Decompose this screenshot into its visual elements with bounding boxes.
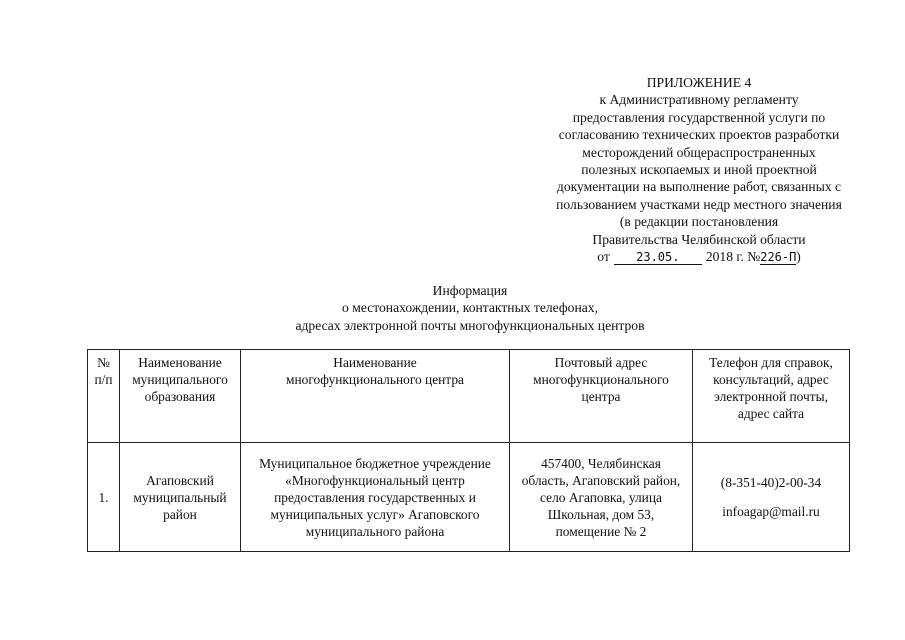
header-number: № п/п <box>88 350 120 443</box>
header-contacts: Телефон для справок, консультаций, адрес электронной почты, адрес сайта <box>693 350 850 443</box>
title-line: Информация <box>432 283 508 298</box>
appendix-line: предоставления государственной услуги по <box>572 109 826 125</box>
resolution-date-line <box>506 248 892 265</box>
appendix-line: согласованию технических проектов разработки <box>558 127 840 143</box>
table-row <box>88 443 850 552</box>
cell-center-name: Муниципальное бюджетное учреждение «Многофункциональный центр предоставления государственных и муниципальных услуг» Агаповского муниципального района <box>241 443 510 552</box>
mfc-table <box>87 349 850 552</box>
contact-email: infoagap@mail.ru <box>722 504 820 519</box>
appendix-line: полезных ископаемых и иной проектной <box>581 162 817 178</box>
table-header-row <box>88 350 850 443</box>
contact-phone: (8-351-40)2-00-34 <box>720 475 822 490</box>
appendix-header <box>506 74 892 265</box>
title-line: о местонахождении, контактных телефонах, <box>342 300 598 316</box>
handwritten-number: 226-П <box>760 250 797 265</box>
appendix-line: (в редакции постановления <box>619 214 779 230</box>
title-line: адресах электронной почты многофункциональных центров <box>295 317 645 333</box>
cell-municipality: Агаповский муниципальный район <box>120 443 241 552</box>
year-text: 2018 г. № <box>705 249 761 265</box>
header-postal-address: Почтовый адрес многофункционального центра <box>510 350 693 443</box>
header-center-name: Наименование многофункционального центра <box>241 350 510 443</box>
cell-postal-address: 457400, Челябинская область, Агаповский район, село Агаповка, улица Школьная, дом 53, помещение № 2 <box>510 443 693 552</box>
header-municipality: Наименование муниципального образования <box>120 350 241 443</box>
appendix-line: к Административному регламенту <box>599 92 799 108</box>
appendix-line: Правительства Челябинской области <box>592 231 806 247</box>
date-prefix: от <box>597 249 610 265</box>
cell-contacts <box>693 443 850 552</box>
closing-paren: ) <box>796 249 801 265</box>
document-title <box>220 282 720 334</box>
appendix-line: документации на выполнение работ, связанных с <box>556 179 842 195</box>
appendix-title: ПРИЛОЖЕНИЕ 4 <box>646 75 752 90</box>
cell-number: 1. <box>88 443 120 552</box>
handwritten-date: 23.05. <box>614 250 702 265</box>
appendix-line: месторождений общераспространенных <box>582 144 816 160</box>
appendix-line: пользованием участками недр местного значения <box>556 196 842 212</box>
